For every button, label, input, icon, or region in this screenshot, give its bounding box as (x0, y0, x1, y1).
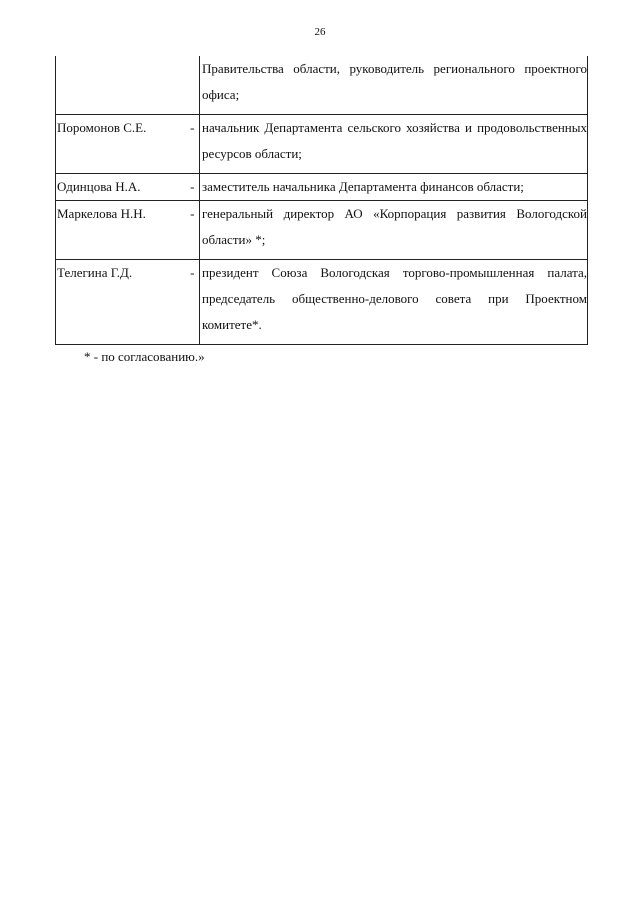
member-dash: - (186, 115, 200, 174)
member-dash: - (186, 260, 200, 345)
member-role: генеральный директор АО «Корпорация развития Вологодской области» *; (200, 201, 588, 260)
table-row (56, 260, 588, 345)
member-name: Одинцова Н.А. (56, 174, 186, 201)
member-name (56, 56, 186, 115)
member-role: заместитель начальника Департамента финансов области; (200, 174, 588, 201)
member-dash (186, 56, 200, 115)
member-name: Телегина Г.Д. (56, 260, 186, 345)
member-role: Правительства области, руководитель регионального проектного офиса; (200, 56, 588, 115)
member-name: Маркелова Н.Н. (56, 201, 186, 260)
member-role: президент Союза Вологодская торгово-промышленная палата, председатель общественно-делового совета при Проектном комитете*. (200, 260, 588, 345)
table-row (56, 115, 588, 174)
member-dash: - (186, 174, 200, 201)
member-dash: - (186, 201, 200, 260)
member-role: начальник Департамента сельского хозяйства и продовольственных ресурсов области; (200, 115, 588, 174)
member-name: Поромонов С.Е. (56, 115, 186, 174)
table-row (56, 174, 588, 201)
committee-members-table (55, 56, 588, 345)
page-number: 26 (314, 26, 326, 38)
table-row (56, 56, 588, 115)
table-row (56, 201, 588, 260)
footnote: * - по согласованию.» (84, 349, 205, 364)
